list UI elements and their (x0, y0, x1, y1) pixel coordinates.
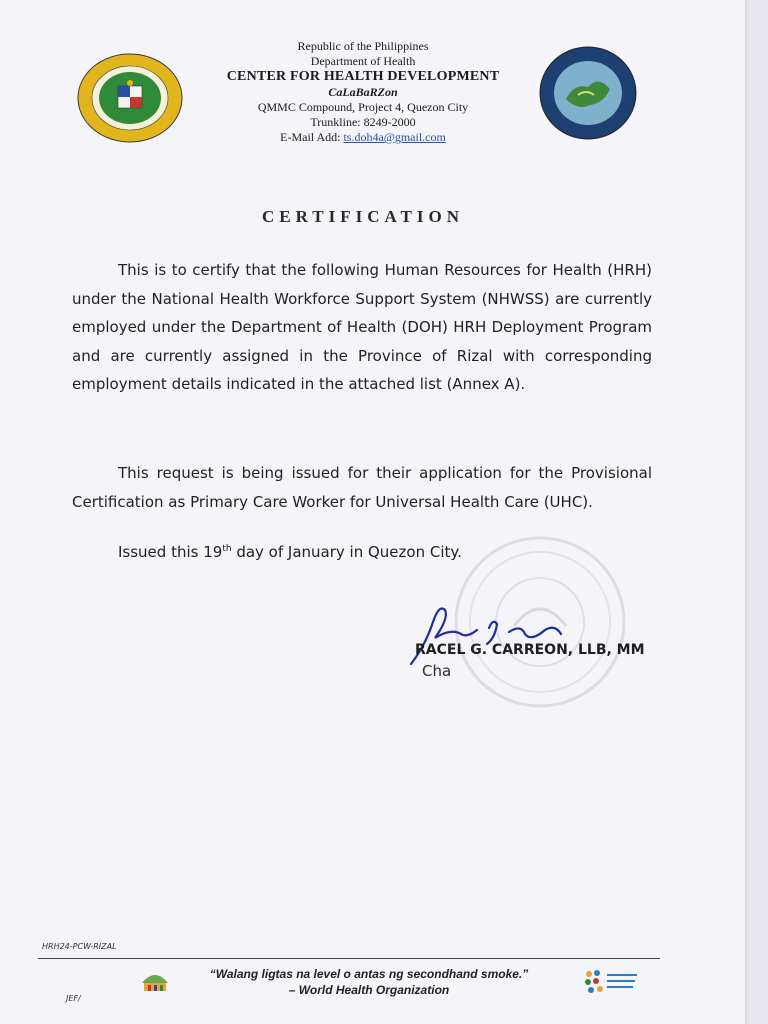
footer-divider (38, 958, 660, 959)
certification-paragraph-text: This is to certify that the following Human Resources for Health (HRH) under the National Health Workforce Support System (NHWSS) are currently employed under the Department of Health (DOH) HRH Deployment Program and are currently assigned in the Province of Rizal with corresponding employment details indicated in the attached list (Annex A). (72, 261, 652, 393)
region-name: CaLaBaRZon (328, 85, 398, 99)
certification-paragraph (72, 256, 652, 399)
document-title: CERTIFICATION (262, 207, 464, 226)
department-of-health-seal-icon (76, 52, 184, 144)
quote-attribution: – World Health Organization (288, 983, 450, 997)
issued-prefix: Issued this 19 (118, 543, 223, 561)
smoke-free-logo-icon (140, 967, 170, 995)
email-link[interactable]: ts.doh4a@gmail.com (343, 130, 446, 144)
center-for-health-development-seal-icon (538, 45, 638, 141)
republic-line: Republic of the Philippines (297, 39, 429, 53)
reference-code: HRH24-PCW-RIZAL (42, 942, 117, 951)
email-label: E-Mail Add: (280, 130, 341, 144)
request-paragraph-text: This request is being issued for their application for the Provisional Certification as Primary Care Worker for Universal Health Care (UHC). (72, 464, 652, 511)
letterhead (200, 39, 526, 145)
issued-ordinal: th (222, 544, 232, 554)
trunkline-line: Trunkline: 8249-2000 (310, 115, 416, 129)
issued-suffix: day of January in Quezon City. (231, 543, 462, 561)
department-line: Department of Health (310, 54, 416, 68)
center-name: CENTER FOR HEALTH DEVELOPMENT (226, 69, 500, 84)
human-resource-development-logo-icon (583, 968, 643, 996)
handwritten-signature (405, 594, 575, 670)
email-line (200, 130, 526, 145)
signatory-title: Cha (422, 662, 452, 680)
typist-initials: JEF/ (66, 994, 81, 1003)
footer-quote (180, 966, 558, 998)
request-paragraph (72, 459, 652, 516)
quote-text: “Walang ligtas na level o antas ng secondhand smoke.” (209, 967, 529, 981)
address-line: QMMC Compound, Project 4, Quezon City (257, 100, 469, 114)
signatory-name: RACEL G. CARREON, LLB, MM (415, 642, 645, 658)
